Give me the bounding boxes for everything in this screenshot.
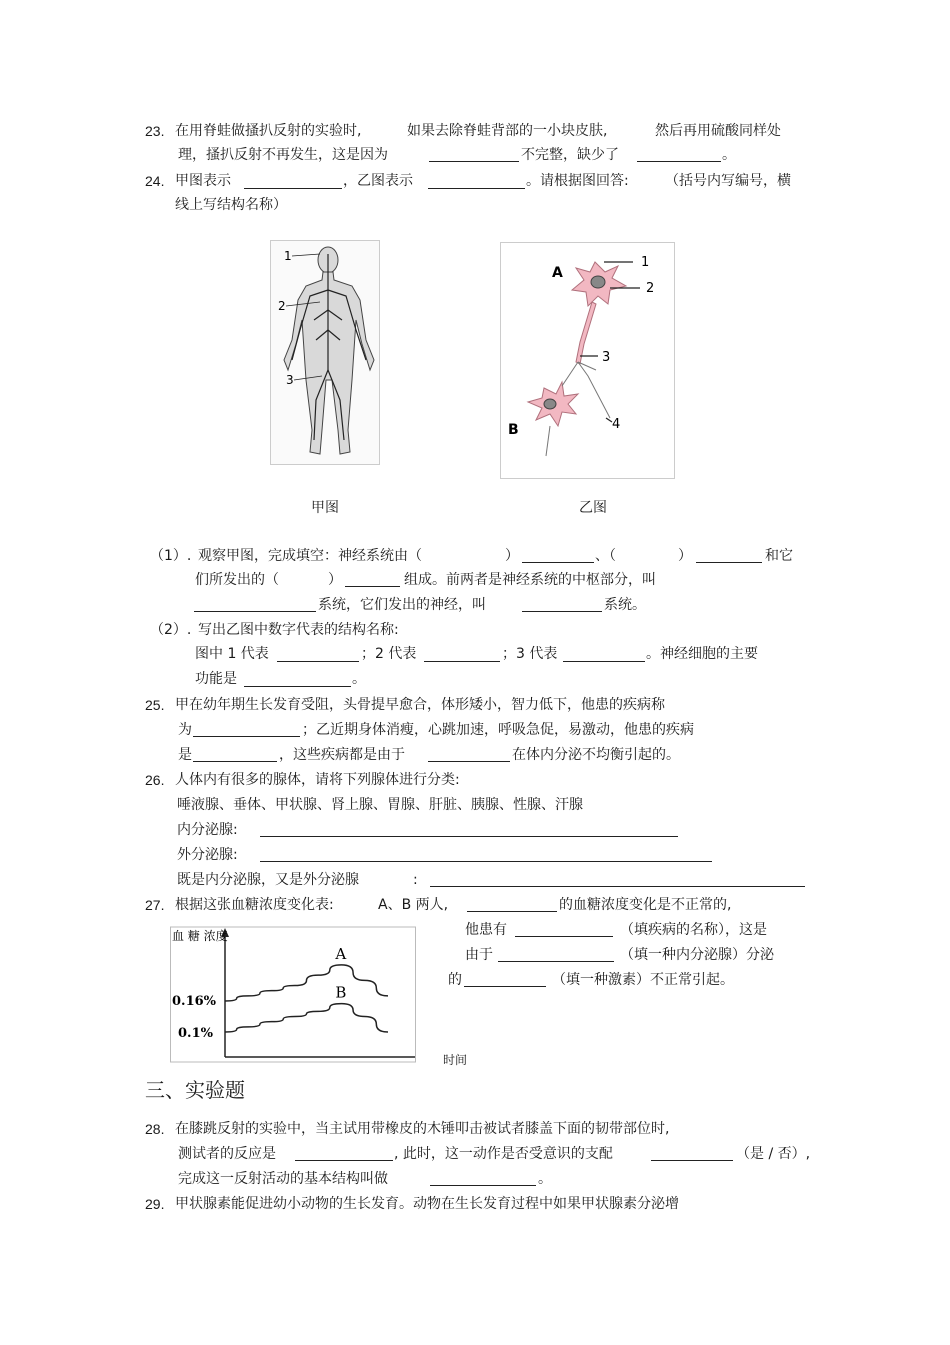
chart-ytick-1: 0.1% [178, 1026, 213, 1041]
section-3-heading: 三、实验题 [145, 1078, 245, 1102]
q25-text-2b: ；乙近期身体消瘦，心跳加速，呼吸急促，易激动，他患的疾病 [302, 722, 694, 738]
q23-text-1a: 在用脊蛙做搔扒反射的实验时, [175, 123, 362, 139]
q24-part1-text-j: 系统。 [604, 597, 646, 613]
q26-blank-endocrine[interactable] [260, 836, 678, 837]
fig-yi-label-3: 3 [602, 350, 611, 365]
q27-text-1a: 根据这张血糖浓度变化表: [175, 897, 334, 913]
fig-yi-label-b: B [508, 422, 519, 438]
q24-part2-text-g: 。 [352, 671, 366, 687]
q27-text-1c: 的血糖浓度变化是不正常的, [559, 897, 732, 913]
q28-text-2a: 测试者的反应是 [178, 1146, 276, 1162]
q25-number: 25. [145, 697, 165, 713]
series-line-a [225, 965, 388, 1001]
q24-part2-text-d: ；3 代表 [502, 646, 558, 662]
q23-text-2c: 。 [722, 147, 736, 163]
figure-yi [500, 242, 675, 479]
fig-jia-label-3: 3 [286, 373, 294, 387]
q24-part1-blank-5[interactable] [522, 611, 602, 612]
fig-jia-label-1: 1 [284, 249, 292, 263]
q27-text-3a: 由于 [465, 947, 493, 963]
q24-text-1a: 甲图表示 [175, 173, 231, 189]
blood-sugar-chart [170, 925, 420, 1065]
q24-part2-blank-2[interactable] [424, 661, 500, 662]
q24-part1-text-g: ） [328, 572, 342, 588]
series-line-b [225, 1004, 388, 1032]
q29-number: 29. [145, 1196, 165, 1212]
q24-part2-blank-1[interactable] [277, 661, 359, 662]
q26-text-1: 人体内有很多的腺体，请将下列腺体进行分类: [175, 772, 460, 788]
q24-text-2: 线上写结构名称） [175, 197, 287, 213]
q28-number: 28. [145, 1121, 165, 1137]
q24-text-1b: ，乙图表示 [343, 173, 413, 189]
q24-part1-blank-4[interactable] [194, 611, 316, 612]
q25-text-3a: 是 [178, 747, 192, 763]
q23-text-2a: 理，搔扒反射不再发生，这是因为 [178, 147, 388, 163]
q24-part1-text-e: 和它 [765, 548, 793, 564]
q24-part1-blank-1[interactable] [522, 562, 594, 563]
blood-sugar-chart-svg [170, 925, 420, 1065]
q27-text-3b: （填一种内分泌腺）分泌 [620, 947, 774, 963]
q23-text-2b: 不完整，缺少了 [521, 147, 619, 163]
figure-yi-caption: 乙图 [579, 500, 607, 516]
series-label-a: A [335, 944, 347, 963]
q25-text-2a: 为 [178, 722, 192, 738]
q24-blank-2[interactable] [428, 188, 525, 189]
q24-part1-number: （1）. [150, 548, 192, 564]
nervous-system-illustration [270, 240, 380, 465]
q28-text-3a: 完成这一反射活动的基本结构叫做 [178, 1171, 388, 1187]
q24-part1-text-d: ） [678, 548, 692, 564]
q26-blank-exocrine[interactable] [260, 861, 712, 862]
q28-blank-2[interactable] [651, 1160, 733, 1161]
q24-part2-blank-4[interactable] [244, 686, 351, 687]
q27-text-2b: （填疾病的名称），这是 [620, 922, 767, 938]
q24-number: 24. [145, 173, 165, 189]
q28-blank-3[interactable] [430, 1185, 536, 1186]
q27-blank-1[interactable] [467, 911, 557, 912]
chart-ylabel: 血 糖 浓度 [172, 929, 228, 943]
chart-ytick-0: 0.16% [172, 994, 217, 1009]
q27-text-1b: A、B 两人, [378, 897, 449, 913]
q28-text-2b: , 此时，这一动作是否受意识的支配 [394, 1146, 613, 1162]
q26-text-4: 外分泌腺: [177, 847, 238, 863]
q28-text-1: 在膝跳反射的实验中，当主试用带橡皮的木锤叩击被试者膝盖下面的韧带部位时, [175, 1121, 670, 1137]
q24-part1-text-i: 系统，它们发出的神经，叫 [318, 597, 486, 613]
q25-text-3b: ，这些疾病都是由于 [279, 747, 405, 763]
q24-part2-number: （2）. [150, 622, 192, 638]
fig-yi-label-2: 2 [646, 281, 655, 296]
q23-number: 23. [145, 123, 165, 139]
fig-yi-label-4: 4 [612, 417, 621, 432]
neuron-illustration [500, 242, 675, 479]
series-label-b: B [335, 983, 347, 1002]
q26-text-5b: : [413, 872, 418, 888]
figure-jia [270, 240, 380, 465]
q26-blank-both[interactable] [430, 886, 805, 887]
q24-part2-text-f: 功能是 [195, 671, 237, 687]
q29-text-1: 甲状腺素能促进幼小动物的生长发育。动物在生长发育过程中如果甲状腺素分泌增 [175, 1196, 679, 1212]
q26-number: 26. [145, 772, 165, 788]
q24-part2-text-c: ；2 代表 [361, 646, 417, 662]
q24-part2-text-a: 写出乙图中数字代表的结构名称: [198, 622, 399, 638]
q27-number: 27. [145, 897, 165, 913]
q23-text-1b: 如果去除脊蛙背部的一小块皮肤, [407, 123, 608, 139]
chart-xlabel: 时间 [443, 1053, 468, 1067]
q23-blank-1[interactable] [429, 161, 519, 162]
fig-yi-label-a: A [552, 265, 563, 281]
q24-part2-text-b: 图中 1 代表 [195, 646, 269, 662]
q23-text-1c: 然后再用硫酸同样处 [655, 123, 781, 139]
q27-text-4a: 的 [448, 972, 462, 988]
q28-text-2c: （是 / 否）, [736, 1146, 811, 1162]
q24-part1-text-b: ） [505, 548, 519, 564]
q24-part1-blank-2[interactable] [696, 562, 762, 563]
q28-text-3b: 。 [538, 1171, 552, 1187]
q27-text-2a: 他患有 [465, 922, 507, 938]
q23-blank-2[interactable] [637, 161, 721, 162]
q26-text-2: 唾液腺、垂体、甲状腺、肾上腺、胃腺、肝脏、胰腺、性腺、汗腺 [177, 797, 583, 813]
q24-part1-text-c: 、（ [595, 548, 616, 564]
q24-text-1c: 。请根据图回答: [526, 173, 629, 189]
fig-yi-label-1: 1 [641, 255, 650, 270]
q24-part1-text-h: 组成。前两者是神经系统的中枢部分，叫 [404, 572, 656, 588]
q25-blank-3[interactable] [428, 761, 510, 762]
q24-text-1d: （括号内写编号，横 [665, 173, 791, 189]
q27-blank-2[interactable] [515, 936, 613, 937]
q24-blank-1[interactable] [244, 188, 342, 189]
q27-blank-4[interactable] [464, 986, 546, 987]
q27-text-4b: （填一种激素）不正常引起。 [552, 972, 734, 988]
q28-blank-1[interactable] [295, 1160, 393, 1161]
q24-part1-text-f: 们所发出的（ [195, 572, 279, 588]
fig-jia-label-2: 2 [278, 299, 286, 313]
q26-text-5a: 既是内分泌腺，又是外分泌腺 [177, 872, 359, 888]
q24-part1-text-a: 观察甲图，完成填空：神经系统由（ [198, 548, 422, 564]
q25-blank-2[interactable] [193, 761, 277, 762]
q25-text-3c: 在体内分泌不均衡引起的。 [512, 747, 680, 763]
q27-blank-3[interactable] [498, 961, 614, 962]
q25-text-1: 甲在幼年期生长发育受阻，头骨提早愈合，体形矮小，智力低下，他患的疾病称 [175, 697, 665, 713]
q24-part2-blank-3[interactable] [563, 661, 645, 662]
figure-jia-caption: 甲图 [311, 500, 339, 516]
q25-blank-1[interactable] [193, 736, 300, 737]
q24-part1-blank-3[interactable] [345, 586, 400, 587]
q26-text-3: 内分泌腺: [177, 822, 238, 838]
q24-part2-text-e: 。神经细胞的主要 [646, 646, 758, 662]
